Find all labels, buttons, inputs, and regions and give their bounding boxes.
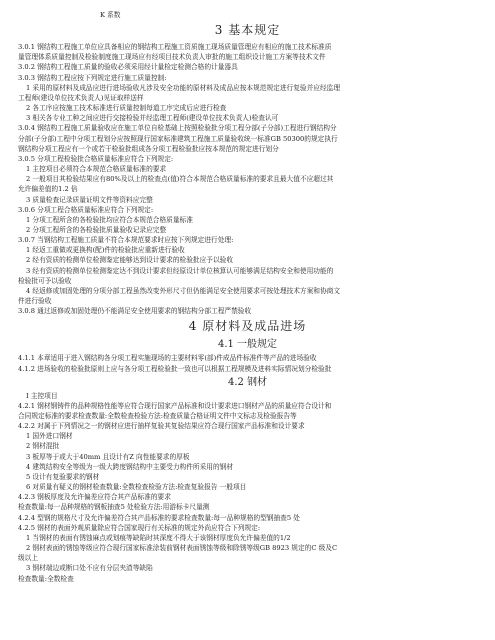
text-line: 4.2.5 钢材的表面外观质量除应符合国家现行有关标准的规定外尚应符合下列规定:: [18, 523, 261, 532]
text-line: 1 当钢材的表面有锈蚀麻点或划痕等缺陷时其深度不得大于该钢材厚度负允许偏差值的1/2: [26, 533, 291, 542]
text-line: 3 经有资质的检测单位检测鉴定达不到设计要求但经原设计单位核算认可能够满足结构安全和使用功能的: [26, 266, 334, 275]
text-line: 3.0.4 钢结构工程施工质量验收应在施工单位自检基础上按照检验批分项工程分部(子分部)工程进行钢结构分: [18, 124, 337, 133]
text-line: 2 分项工程所含的各检验批质量验收记录应完整: [26, 225, 167, 234]
text-line: 2 一般项目其检验结果应有80%及以上的检查点(值)符合本规范合格质量标准的要求且最大值不应超过其: [26, 175, 334, 184]
chapter-3-body: [18, 42, 477, 316]
text-line: 1 分项工程所含的各检验批均应符合本规范合格质量标准: [26, 215, 193, 224]
text-line: 3.0.8 通过返修或加固处理仍不能满足安全使用要求的钢结构分部工程严禁验收: [18, 307, 252, 316]
text-line: 工程师(建设单位技术负责人)见证取样送样: [18, 93, 144, 102]
text-line: 4.2.1 钢材钢铸件的品种规格性能等应符合现行国家产品标准和设计要求进口钢材产品的质量应符合设计和: [18, 401, 332, 410]
text-line: 4 经返修或加固处理的分项分部工程虽然改变外形尺寸但仍能满足安全使用要求可按处理技术方案和协商文: [26, 286, 341, 295]
text-line: 1 经返工重做或更换构(配)件的检验批应重新进行验收: [26, 246, 185, 255]
text-line: 3 质量检查记录质量证明文件等资料应完整: [26, 195, 153, 204]
text-line: 3.0.1 钢结构工程施工单位应具备相应的钢结构工程施工资质施工现场质量管理应有相应的施工技术标准质: [18, 43, 332, 52]
text-line: 允许偏差值的1.2 倍: [18, 185, 78, 194]
text-line: 4.2.4 型钢的规格尺寸及允许偏差符合其产品标准的要求检查数量:每一品种规格的型钢抽查5 处: [18, 513, 300, 522]
chapter-3-heading: 3 基本规定: [214, 23, 281, 38]
text-line: 3.0.2 钢结构工程施工质量的验收必须采用经计量检定检测合格的计量器具: [18, 63, 238, 72]
text-line: 6 对质量有疑义的钢材检查数量:全数检查检验方法:检查复验报告 一般项目: [26, 483, 247, 492]
text-line: 2 各工序应按施工技术标准进行质量控制每道工序完成后应进行检查: [26, 104, 227, 113]
text-line: 3.0.7 当钢结构工程施工质量不符合本规范要求时应按下列规定进行处理:: [18, 236, 234, 245]
section-4-1-heading: 4.1 一般规定: [217, 339, 278, 351]
text-line: 4.2.3 钢板厚度及允许偏差应符合其产品标准的要求: [18, 493, 171, 502]
text-line: I 主控项目: [26, 391, 58, 400]
text-line: 4 建筑结构安全等级为一级大跨度钢结构中主要受力构件所采用的钢材: [26, 462, 234, 471]
text-line: 3 相关各专业工种之间应进行交接检验并经监理工程师(建设单位技术负责人)检查认可: [26, 114, 279, 123]
text-line: 3.0.3 钢结构工程应按下列规定进行施工质量控制:: [18, 73, 167, 82]
text-line: 件进行验收: [18, 297, 52, 306]
text-line: 4.1.2 进场验收的检验批原则上应与各分项工程检验批一致也可以根据工程规模及进料实际情况划分检验批: [18, 364, 332, 373]
text-line: 2 钢材表面的锈蚀等级应符合现行国家标准涂装前钢材表面锈蚀等级和除锈等级GB 8923 规定的C 级及C: [26, 544, 338, 553]
chapter-4-heading: 4 原材料及成品进场: [188, 319, 307, 334]
text-line: 4.1.1 本章适用于进入钢结构各分项工程实施现场的主要材料零(部)件成品件标准件等产品的进场验收: [18, 354, 317, 363]
text-line: 1 国外进口钢材: [26, 432, 73, 441]
text-line: 量管理体系质量控制及检验制度施工现场应有经项目技术负责人审批的施工组织设计施工方案等技术文件: [18, 53, 326, 62]
text-line: 3.0.5 分项工程检验批合格质量标准应符合下列规定:: [18, 154, 174, 163]
text-line: 合同规定标准的要求检查数量:全数检查检验方法:检查质量合格证明文件中文标志及检验报告等: [18, 412, 297, 420]
text-line: 2 钢材混批: [26, 442, 60, 451]
text-line: 3 板厚等于或大于40mm 且设计有Z 向性能要求的厚板: [26, 452, 190, 461]
text-line: 1 采用的原材料及成品应进行进场验收凡涉及安全功能的原材料及成品应按本规范规定进行复验并应经监理: [26, 83, 341, 92]
text-line: 检验批可予以验收: [18, 276, 72, 285]
text-line: 检查数量:全数检查: [18, 574, 74, 583]
text-line: 5 设计有复验要求的钢材: [26, 472, 100, 481]
text-line: 4.2.2 对属于下列情况之一的钢材应进行抽样复验其复验结果应符合现行国家产品标准和设计要求: [18, 422, 305, 431]
text-line: 3.0.6 分项工程合格质量标准应符合下列规定:: [18, 205, 154, 214]
header-fragment: K 系数: [100, 11, 121, 19]
section-4-1-body: [18, 353, 477, 373]
text-line: 级以上: [18, 554, 39, 563]
text-line: 3 钢材端边或断口处不应有分层夹渣等缺陷: [26, 564, 153, 573]
text-line: 分部(子分部)工程中分项工程划分应按照现行国家标准建筑工程施工质量验收统一标准GB 50300的规定执行: [18, 134, 338, 143]
text-line: 1 主控项目必须符合本规范合格质量标准的要求: [26, 165, 167, 174]
section-4-2-heading: 4.2 钢材: [227, 376, 268, 388]
text-line: 检查数量:每一品种规格的钢板抽查5 处检验方法:用游标卡尺量测: [18, 503, 210, 512]
text-line: 2 经有资质的检测单位检测鉴定能够达到设计要求的检验批应予以验收: [26, 256, 234, 265]
section-4-2-body: [18, 391, 477, 584]
text-line: 钢结构分项工程应有一个或若干检验批组成各分项工程检验批应按本规范的规定进行划分: [18, 144, 279, 153]
